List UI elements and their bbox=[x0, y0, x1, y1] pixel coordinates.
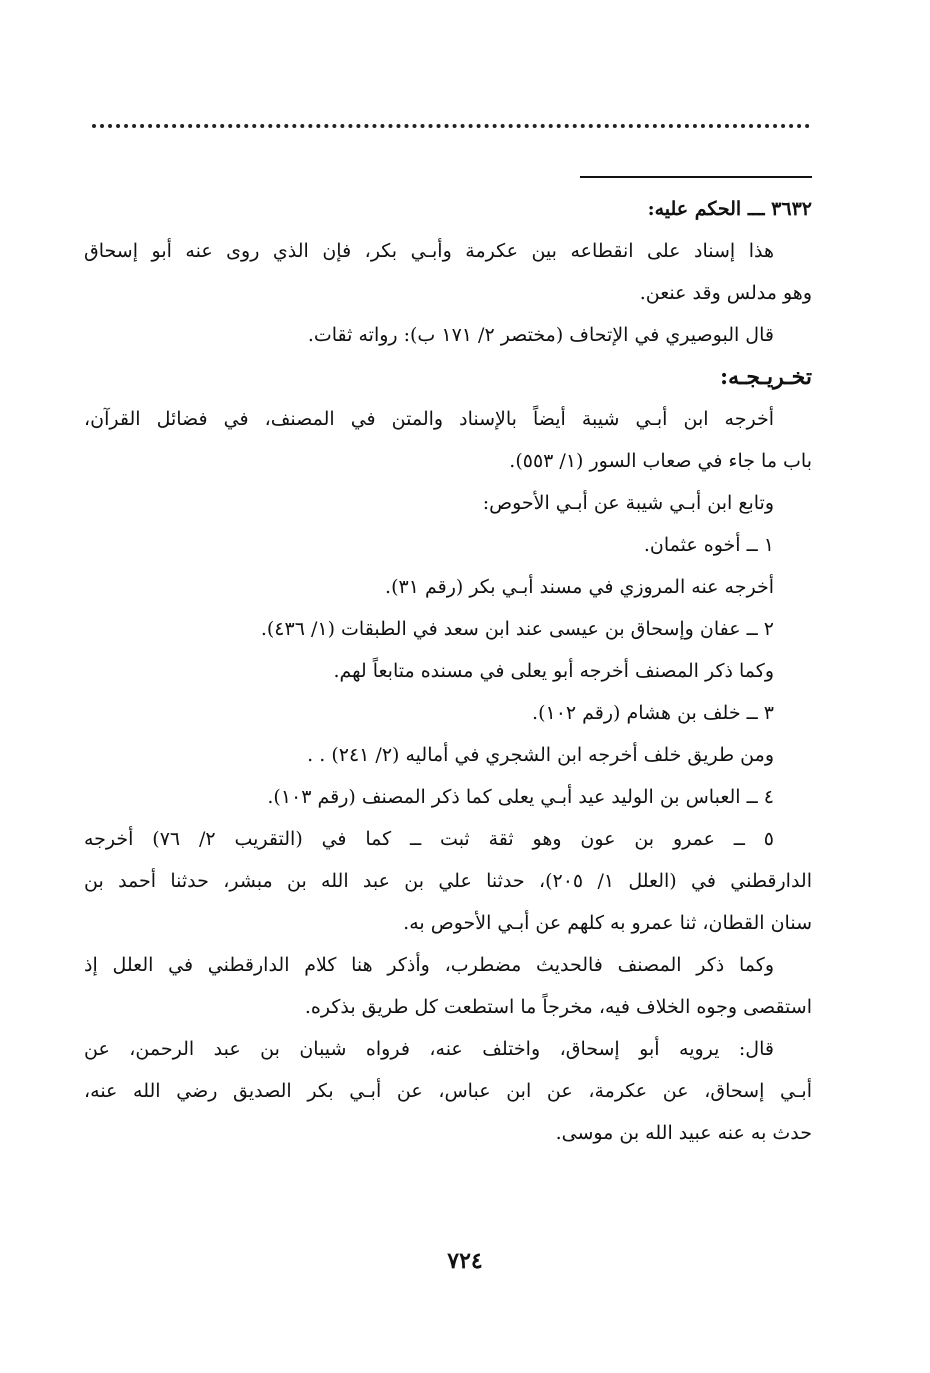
paragraph-line: قال البوصيري في الإتحاف (مختصر ٢/ ١٧١ ب): رواته ثقات. bbox=[307, 324, 774, 346]
list-item: ٥ ــ عمرو بن عون وهو ثقة ثبت ــ كما في (التقريب ٢/ ٧٦) أخرجه bbox=[84, 828, 774, 850]
list-item: ١ ــ أخوه عثمان. bbox=[643, 534, 774, 556]
takhrij-heading: تخـريـجـه: bbox=[719, 364, 812, 390]
paragraph-line: حدث به عنه عبيد الله بن موسى. bbox=[555, 1122, 812, 1144]
paragraph-line: هذا إسناد على انقطاعه بين عكرمة وأبـي بكر، فإن الذي روى عنه أبو إسحاق bbox=[84, 240, 774, 262]
hadith-heading bbox=[84, 188, 812, 230]
hadith-dash: ـــ bbox=[747, 198, 765, 220]
paragraph-line: باب ما جاء في صعاب السور (١/ ٥٥٣). bbox=[509, 450, 812, 472]
paragraph-line: أخرجه عنه المروزي في مسند أبـي بكر (رقم ٣١). bbox=[385, 576, 774, 598]
paragraph-line: ومن طريق خلف أخرجه ابن الشجري في أماليه (٢/ ٢٤١) . . bbox=[307, 744, 774, 766]
page-number: ٧٢٤ bbox=[447, 1248, 483, 1274]
paragraph-line: سنان القطان، ثنا عمرو به كلهم عن أبـي الأحوص به. bbox=[403, 912, 812, 934]
paragraph-line: الدارقطني في (العلل ١/ ٢٠٥)، حدثنا علي بن عبد الله بن مبشر، حدثنا أحمد بن bbox=[84, 870, 812, 892]
footnote-rule bbox=[580, 176, 812, 178]
paragraph-line: وهو مدلس وقد عنعن. bbox=[639, 282, 812, 304]
page-body bbox=[84, 176, 812, 1154]
ruling-heading: الحكم عليه: bbox=[647, 198, 742, 220]
dotted-separator bbox=[92, 124, 810, 128]
list-item: ٢ ــ عفان وإسحاق بن عيسى عند ابن سعد في الطبقات (١/ ٤٣٦). bbox=[260, 618, 774, 640]
paragraph-line: أبـي إسحاق، عن عكرمة، عن ابن عباس، عن أبـي بكر الصديق رضي الله عنه، bbox=[84, 1080, 812, 1102]
paragraph-line: وكما ذكر المصنف أخرجه أبو يعلى في مسنده متابعاً لهم. bbox=[333, 660, 774, 682]
paragraph-line: استقصى وجوه الخلاف فيه، مخرجاً ما استطعت كل طريق بذكره. bbox=[304, 996, 812, 1018]
hadith-number: ٣٦٣٢ bbox=[771, 198, 812, 220]
list-item: ٤ ــ العباس بن الوليد عيد أبـي يعلى كما ذكر المصنف (رقم ١٠٣). bbox=[267, 786, 774, 808]
paragraph-line: أخرجه ابن أبـي شيبة أيضاً بالإسناد والمتن في المصنف، في فضائل القرآن، bbox=[84, 408, 774, 430]
paragraph-line: وكما ذكر المصنف فالحديث مضطرب، وأذكر هنا كلام الدارقطني في العلل إذ bbox=[84, 954, 774, 976]
list-item: ٣ ــ خلف بن هشام (رقم ١٠٢). bbox=[532, 702, 774, 724]
paragraph-line: قال: يرويه أبو إسحاق، واختلف عنه، فرواه شيبان بن عبد الرحمن، عن bbox=[84, 1038, 774, 1060]
paragraph-line: وتابع ابن أبـي شيبة عن أبـي الأحوص: bbox=[482, 492, 774, 514]
